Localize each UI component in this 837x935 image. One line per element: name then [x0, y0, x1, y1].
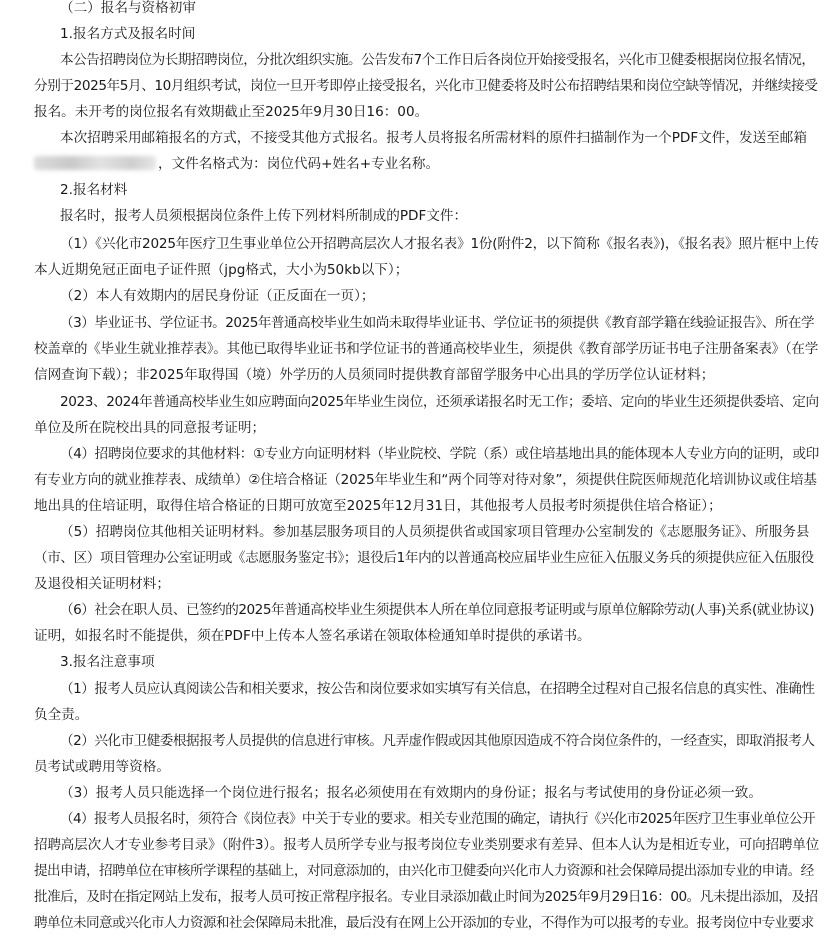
list-item-line: （2）兴化市卫健委根据报考人员提供的信息进行审核。凡弄虚作假或因其他原因造成不符合岗位条件的，一经查实，即取消报考人	[60, 733, 815, 749]
heading-1: 1.报名方式及报名时间	[60, 26, 196, 42]
email-line	[34, 154, 819, 174]
list-item-line: 单位及所在院校出具的同意报考证明；	[34, 420, 266, 436]
paragraph-line: 报名时，报考人员须根据岗位条件上传下列材料所制成的PDF文件：	[60, 208, 468, 224]
list-item-line: 校盖章的《毕业生就业推荐表》。其他已取得毕业证书和学位证书的普通高校毕业生，须提供《教育部学历证书电子注册备案表》（在学	[34, 341, 819, 357]
paragraph-line: 本公告招聘岗位为长期招聘岗位，分批次组织实施。公告发布7个工作日后各岗位开始接受报名，兴化市卫健委根据岗位报名情况，	[60, 52, 815, 68]
heading-2: 2.报名材料	[60, 182, 128, 198]
list-item-line: 提出申请，招聘单位在审核所学课程的基础上，对同意添加的，由兴化市卫健委向兴化市人力资源和社会保障局提出添加专业的申请。经	[34, 863, 814, 879]
list-item-line: 信网查询下载）；非2025年取得国（境）外学历的人员须同时提供教育部留学服务中心出具的学历学位认证材料；	[34, 367, 715, 383]
list-item-line: （1）《兴化市2025年医疗卫生事业单位公开招聘高层次人才报名表》1份(附件2，以下简称《报名表》)，《报名表》照片框中上传	[60, 236, 819, 252]
paragraph-line: ，文件名格式为：岗位代码+姓名+专业名称。	[158, 156, 440, 172]
redacted-email	[34, 156, 156, 170]
list-item-line: （5）招聘岗位其他相关证明材料。参加基层服务项目的人员须提供省或国家项目管理办公室制发的《志愿服务证》、所服务县	[60, 524, 810, 540]
list-item-line: （4）招聘岗位要求的其他材料：①专业方向证明材料（毕业院校、学院（系）或住培基地出具的能体现本人专业方向的证明，或印	[60, 446, 819, 462]
section-title: （二）报名与资格初审	[60, 0, 196, 16]
list-item-line: 招聘高层次人才专业参考目录》（附件3）。报考人员所学专业与报考岗位专业类别要求有差异、但本人认为是相近专业，可向招聘单位	[34, 837, 820, 853]
list-item-line: 聘单位未同意或兴化市人力资源和社会保障局未批准，最后没有在网上公开添加的专业，不得作为可以报考的专业。报考岗位中专业要求	[34, 915, 814, 931]
list-item-line: 本人近期免冠正面电子证件照（jpg格式，大小为50kb以下）；	[34, 262, 409, 278]
paragraph-line: 本次招聘采用邮箱报名的方式，不接受其他方式报名。报考人员将报名所需材料的原件扫描制作为一个PDF文件，发送至邮箱	[60, 130, 807, 146]
list-item-line: 员考试或聘用等资格。	[34, 759, 170, 775]
list-item-line: （1）报考人员应认真阅读公告和相关要求，按公告和岗位要求如实填写有关信息，在招聘全过程对自己报名信息的真实性、准确性	[60, 681, 815, 697]
list-item-line: 批准后，及时在指定网站上发布，报考人员可按正常程序报名。专业目录添加截止时间为2025年9月29日16：00。凡未提出添加，及招	[34, 889, 818, 905]
heading-3: 3.报名注意事项	[60, 654, 155, 670]
list-item-line: （3）毕业证书、学位证书。2025年普通高校毕业生如尚未取得毕业证书、学位证书的须提供《教育部学籍在线验证报告》、所在学	[60, 315, 815, 331]
list-item-line: 证明，如报名时不能提供，须在PDF中上传本人签名承诺在领取体检通知单时提供的承诺书。	[34, 628, 591, 644]
list-item-line: 2023、2024年普通高校毕业生如应聘面向2025年毕业生岗位，还须承诺报名时无工作；委培、定向的毕业生还须提供委培、定向	[60, 394, 819, 410]
list-item-line: （4）报考人员报名时，须符合《岗位表》中关于专业的要求。相关专业范围的确定，请执行《兴化市2025年医疗卫生事业单位公开	[60, 811, 815, 827]
list-item-line: （市、区）项目管理办公室证明或《志愿服务鉴定书》；退役后1年内的以普通高校应届毕业生应征入伍服义务兵的须提供应征入伍服役	[34, 550, 814, 566]
paragraph-line: 分别于2025年5月、10月组织考试，岗位一旦开考即停止接受报名，兴化市卫健委将及时公布招聘结果和岗位空缺等情况，并继续接受	[34, 78, 818, 94]
list-item-line: 有专业方向的就业推荐表、成绩单）②住培合格证（2025年毕业生和“两个同等对待对象”，须提供住院医师规范化培训协议或住培基	[34, 472, 817, 488]
list-item-line: （6）社会在职人员、已签约的2025年普通高校毕业生须提供本人所在单位同意报考证明或与原单位解除劳动(人事)关系(就业协议)	[60, 602, 814, 618]
list-item-line: 地出具的住培证明，取得住培合格证的日期可放宽至2025年12月31日，其他报考人员报考时须提供住培合格证）；	[34, 498, 722, 514]
paragraph-line: 报名。未开考的岗位报名有效期截止至2025年9月30日16：00。	[34, 104, 429, 120]
list-item-line: （2）本人有效期内的居民身份证（正反面在一页）；	[60, 288, 375, 304]
list-item-line: （3）报考人员只能选择一个岗位进行报名；报名必须使用在有效期内的身份证；报名与考试使用的身份证必须一致。	[60, 785, 762, 801]
list-item-line: 负全责。	[34, 707, 89, 723]
list-item-line: 及退役相关证明材料；	[34, 576, 170, 592]
